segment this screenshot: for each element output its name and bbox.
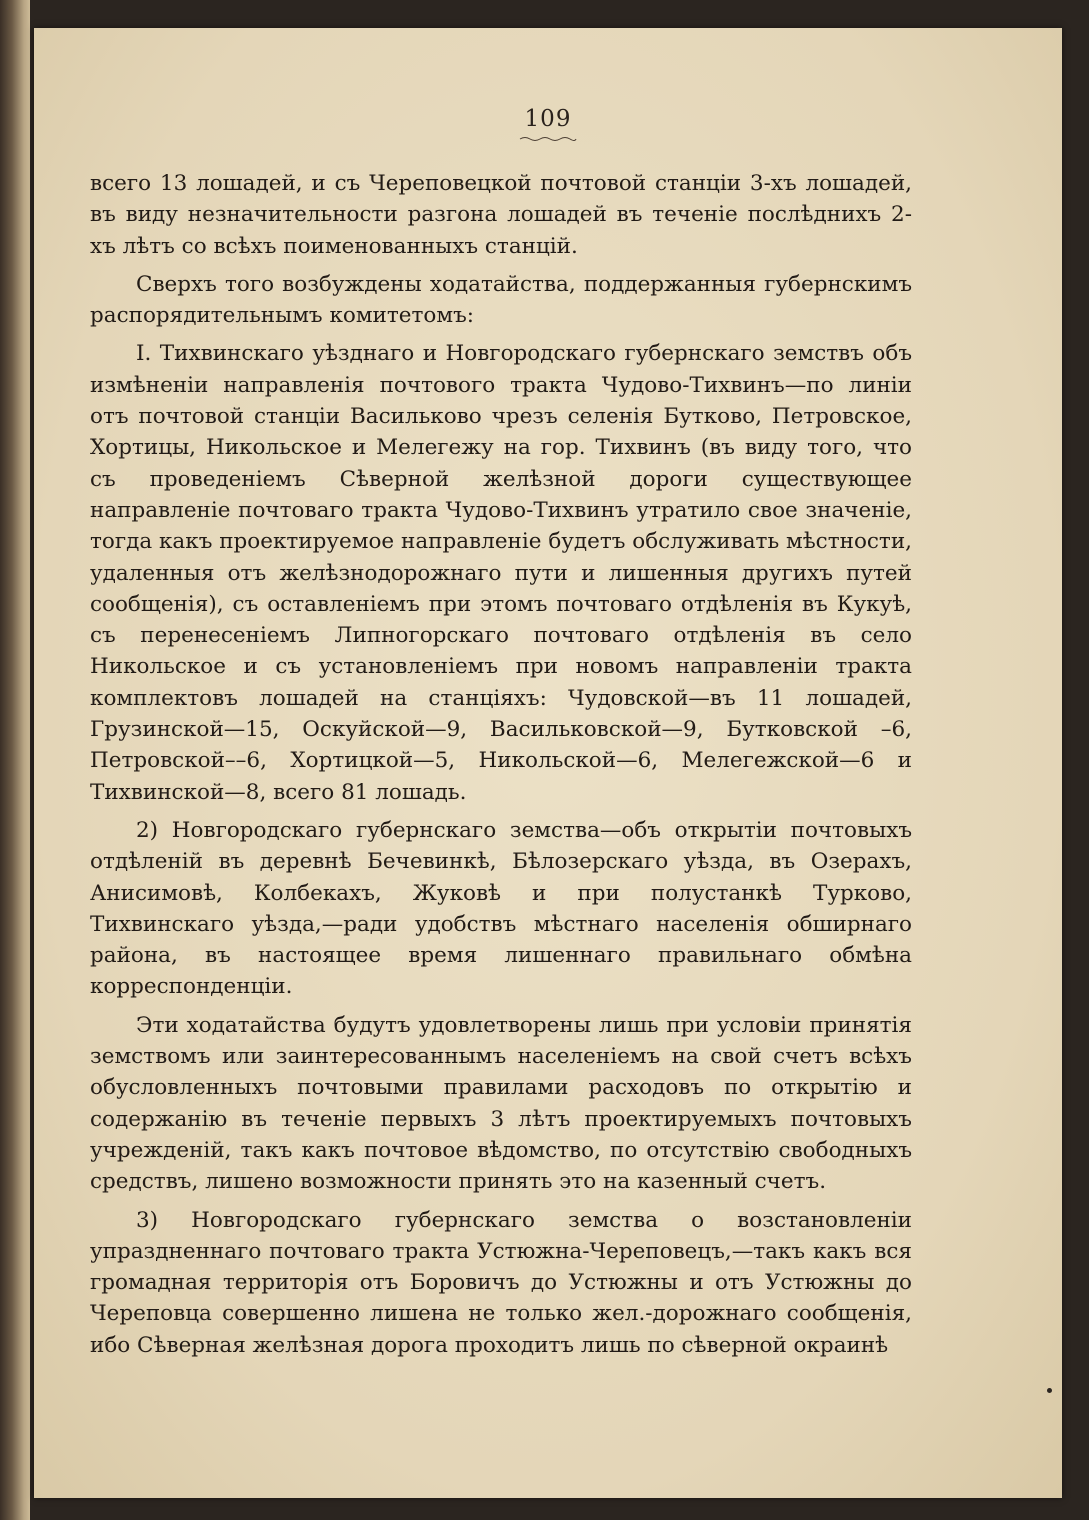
paragraph-conditions: Эти ходатайства будутъ удовлетворены лишь при условіи принятія земствомъ или заинтересованнымъ населеніемъ на свой счетъ всѣхъ обусловленныхъ почтовыми правилами расходовъ по открытію и содержанію въ теченіе первыхъ 3 лѣтъ проектируемыхъ почтовыхъ учрежденій, такъ какъ почтовое вѣдомство, по отсутствію свободныхъ средствъ, лишено возможности принять это на казенный счетъ. bbox=[90, 1012, 912, 1195]
paragraph-continuation: всего 13 лошадей, и съ Череповецкой почтовой станціи 3-хъ лошадей, въ виду незначительности разгона лошадей въ теченіе послѣднихъ 2-хъ лѣтъ со всѣхъ поименованныхъ станцій. bbox=[90, 171, 912, 259]
page-number: 109 bbox=[524, 106, 572, 132]
page-speck bbox=[1047, 1388, 1052, 1393]
page-number-ornament bbox=[518, 136, 578, 142]
book-binding-shadow bbox=[0, 0, 30, 1520]
paragraph-item-1: I. Тихвинскаго уѣзднаго и Новгородскаго губернскаго земствъ объ измѣненіи направленія почтового тракта Чудово-Тихвинъ—по линіи отъ почтовой станціи Васильково чрезъ селенія Бутково, Петровское, Хортицы, Никольское и Мелегежу на гор. Тихвинъ (въ виду того, что съ проведеніемъ Сѣверной желѣзной дороги существующее направленіе почтоваго тракта Чудово-Тихвинъ утратило свое значеніе, тогда какъ проектируемое направленіе будетъ обслуживать мѣстности, удаленныя отъ желѣзнодорожнаго пути и лишенныя другихъ путей сообщенія), съ оставленіемъ при этомъ почтоваго отдѣленія въ Кукуѣ, съ перенесеніемъ Липногорскаго почтоваго отдѣленія въ село Никольское и съ установленіемъ при новомъ направленіи тракта комплектовъ лошадей на станціяхъ: Чудовской—въ 11 лошадей, Грузинской—15, Оскуйской—9, Васильковской—9, Бутковской –6, Петровской––6, Хортицкой—5, Никольской—6, Мелегежской—6 и Тихвинской—8, всего 81 лошадь. bbox=[90, 341, 912, 805]
paragraph-item-3: 3) Новгородскаго губернскаго земства о возстановленіи упраздненнаго почтоваго тракта Устюжна-Череповецъ,—такъ какъ вся громадная территорія отъ Боровичъ до Устюжны и отъ Устюжны до Череповца совершенно лишена не только жел.-дорожнаго сообщенія, ибо Сѣверная желѣзная дорога проходитъ лишь по сѣверной окраинѣ bbox=[90, 1207, 912, 1358]
paragraph-item-2: 2) Новгородскаго губернскаго земства—объ открытіи почтовыхъ отдѣленій въ деревнѣ Бечевинкѣ, Бѣлозерскаго уѣзда, въ Озерахъ, Анисимовѣ, Колбекахъ, Жуковѣ и при полустанкѣ Турково, Тихвинскаго уѣзда,—ради удобствъ мѣстнаго населенія обширнаго района, въ настоящее время лишеннаго правильнаго обмѣна корреспонденціи. bbox=[90, 817, 912, 1000]
page-body bbox=[90, 168, 912, 1361]
paragraph-petitions-intro: Сверхъ того возбуждены ходатайства, поддержанныя губернскимъ распорядительнымъ комитетомъ: bbox=[90, 271, 912, 329]
book-page bbox=[34, 28, 1062, 1498]
